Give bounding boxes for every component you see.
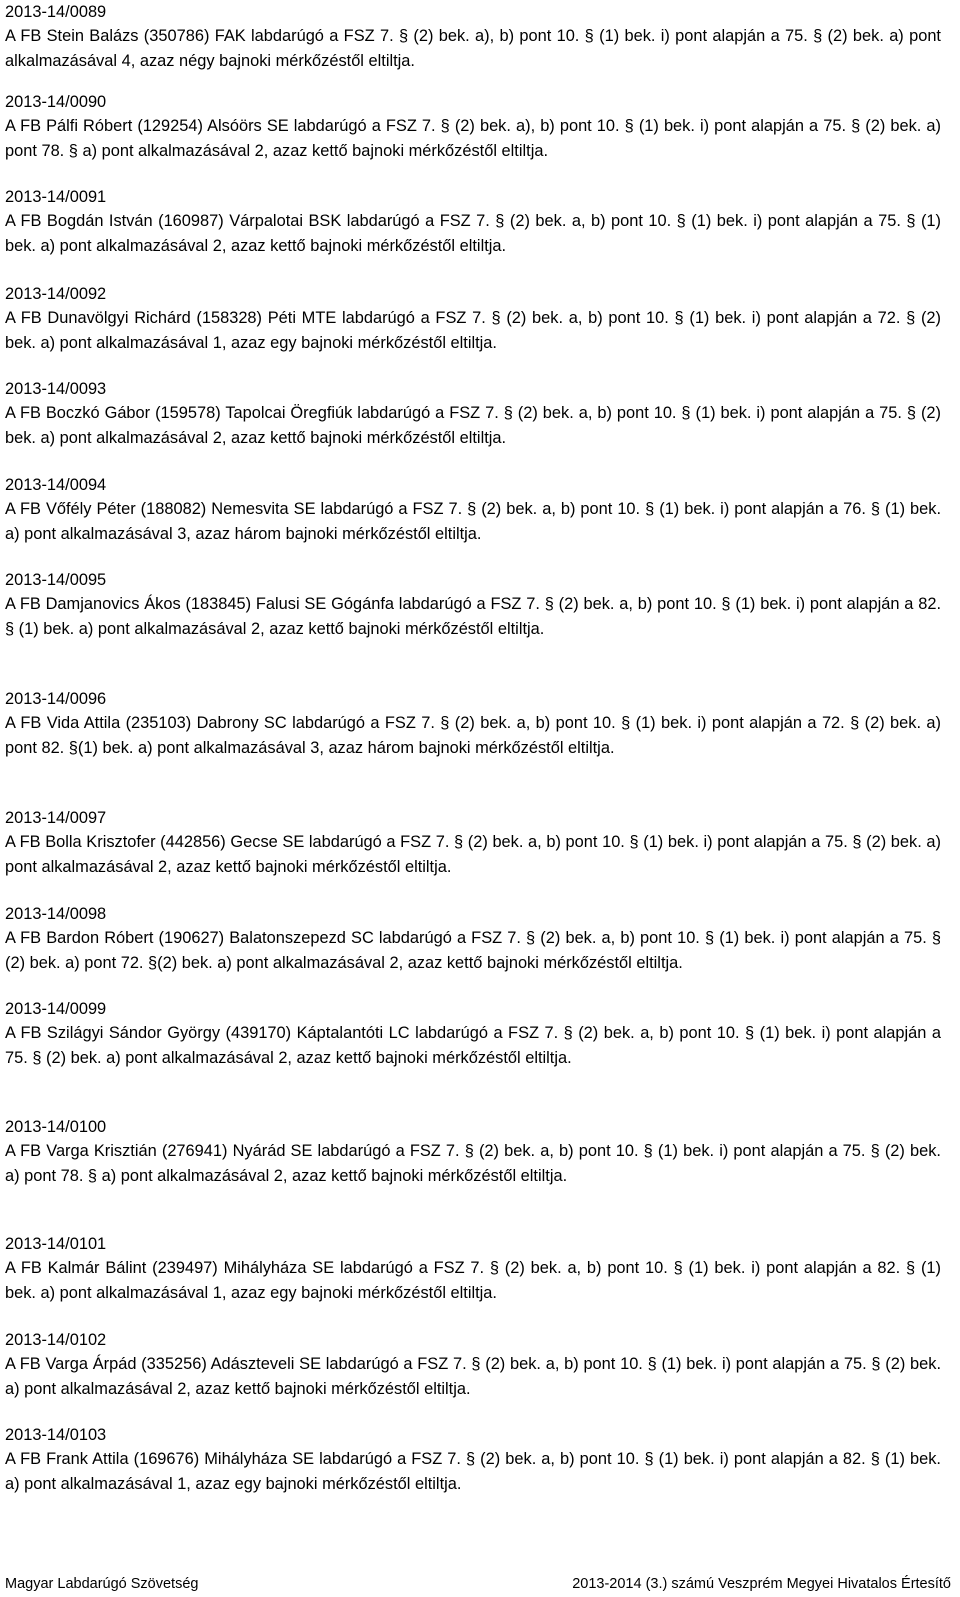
footer-publisher: Magyar Labdarúgó Szövetség: [5, 1576, 199, 1592]
decision-number: 2013-14/0099: [5, 1000, 107, 1018]
decision-text: A FB Bardon Róbert (190627) Balatonszepezd SC labdarúgó a FSZ 7. § (2) bek. a, b) pont 10. § (1) bek. i) pont alapján a 75. § (2) bek. a) pont 72. §(2) bek. a) pont alkalmazásával 2, azaz kettő bajnoki mérkőzéstől eltiltja.: [5, 929, 941, 972]
decision-number: 2013-14/0102: [5, 1331, 107, 1349]
decision-entry: [5, 806, 941, 879]
decision-number: 2013-14/0097: [5, 809, 107, 827]
decision-entry: [5, 90, 941, 163]
decision-number: 2013-14/0093: [5, 380, 107, 398]
decision-text: A FB Bogdán István (160987) Várpalotai BSK labdarúgó a FSZ 7. § (2) bek. a, b) pont 10. § (1) bek. i) pont alapján a 75. § (1) bek. a) pont alkalmazásával 2, azaz kettő bajnoki mérkőzéstől eltiltja.: [5, 212, 941, 255]
decision-entry: [5, 568, 941, 641]
decision-text: A FB Kalmár Bálint (239497) Mihályháza SE labdarúgó a FSZ 7. § (2) bek. a, b) pont 10. § (1) bek. i) pont alapján a 82. § (1) bek. a) pont alkalmazásával 1, azaz egy bajnoki mérkőzéstől eltiltja.: [5, 1259, 941, 1302]
decision-text: A FB Damjanovics Ákos (183845) Falusi SE Gógánfa labdarúgó a FSZ 7. § (2) bek. a, b) pont 10. § (1) bek. i) pont alapján a 82. § (1) bek. a) pont alkalmazásával 2, azaz kettő bajnoki mérkőzéstől eltiltja.: [5, 595, 941, 638]
footer-bulletin-title: 2013-2014 (3.) számú Veszprém Megyei Hivatalos Értesítő: [572, 1576, 951, 1592]
decision-text: A FB Varga Árpád (335256) Adászteveli SE labdarúgó a FSZ 7. § (2) bek. a, b) pont 10. § (1) bek. i) pont alapján a 75. § (2) bek. a) pont alkalmazásával 2, azaz kettő bajnoki mérkőzéstől eltiltja.: [5, 1355, 941, 1398]
decision-entry: [5, 185, 941, 258]
decision-text: A FB Dunavölgyi Richárd (158328) Péti MTE labdarúgó a FSZ 7. § (2) bek. a, b) pont 10. § (1) bek. i) pont alapján a 72. § (2) bek. a) pont alkalmazásával 1, azaz egy bajnoki mérkőzéstől eltiltja.: [5, 309, 941, 352]
decision-number: 2013-14/0089: [5, 3, 107, 21]
decision-text: A FB Stein Balázs (350786) FAK labdarúgó a FSZ 7. § (2) bek. a), b) pont 10. § (1) bek. i) pont alapján a 75. § (2) bek. a) pont alkalmazásával 4, azaz négy bajnoki mérkőzéstől eltiltja.: [5, 27, 941, 70]
decision-text: A FB Bolla Krisztofer (442856) Gecse SE labdarúgó a FSZ 7. § (2) bek. a, b) pont 10. § (1) bek. i) pont alapján a 75. § (2) bek. a) pont alkalmazásával 2, azaz kettő bajnoki mérkőzéstől eltiltja.: [5, 833, 941, 876]
decision-entry: [5, 473, 941, 546]
decision-entry: [5, 377, 941, 450]
decision-number: 2013-14/0094: [5, 476, 107, 494]
decision-text: A FB Vőfély Péter (188082) Nemesvita SE labdarúgó a FSZ 7. § (2) bek. a, b) pont 10. § (1) bek. i) pont alapján a 76. § (1) bek. a) pont alkalmazásával 3, azaz három bajnoki mérkőzéstől eltiltja.: [5, 500, 941, 543]
decision-number: 2013-14/0103: [5, 1426, 107, 1444]
decision-entry: [5, 0, 941, 73]
decision-entry: [5, 997, 941, 1070]
decision-entry: [5, 687, 941, 760]
decision-number: 2013-14/0096: [5, 690, 107, 708]
decision-entry: [5, 282, 941, 355]
decision-number: 2013-14/0090: [5, 93, 107, 111]
decision-number: 2013-14/0092: [5, 285, 107, 303]
decision-number: 2013-14/0095: [5, 571, 107, 589]
decision-text: A FB Boczkó Gábor (159578) Tapolcai Öregfiúk labdarúgó a FSZ 7. § (2) bek. a, b) pont 10. § (1) bek. i) pont alapján a 75. § (2) bek. a) pont alkalmazásával 2, azaz kettő bajnoki mérkőzéstől eltiltja.: [5, 404, 941, 447]
decision-entry: [5, 1115, 941, 1188]
decision-number: 2013-14/0100: [5, 1118, 107, 1136]
decision-text: A FB Pálfi Róbert (129254) Alsóörs SE labdarúgó a FSZ 7. § (2) bek. a), b) pont 10. § (1) bek. i) pont alapján a 75. § (2) bek. a) pont 78. § a) pont alkalmazásával 2, azaz kettő bajnoki mérkőzéstől eltiltja.: [5, 117, 941, 160]
decision-entry: [5, 902, 941, 975]
page-footer: [5, 1574, 951, 1594]
decision-entry: [5, 1232, 941, 1305]
decision-number: 2013-14/0098: [5, 905, 107, 923]
decision-text: A FB Vida Attila (235103) Dabrony SC labdarúgó a FSZ 7. § (2) bek. a, b) pont 10. § (1) bek. i) pont alapján a 72. § (2) bek. a) pont 82. §(1) bek. a) pont alkalmazásával 3, azaz három bajnoki mérkőzéstől eltiltja.: [5, 714, 941, 757]
decision-text: A FB Varga Krisztián (276941) Nyárád SE labdarúgó a FSZ 7. § (2) bek. a, b) pont 10. § (1) bek. i) pont alapján a 75. § (2) bek. a) pont 78. § a) pont alkalmazásával 2, azaz kettő bajnoki mérkőzéstől eltiltja.: [5, 1142, 941, 1185]
decision-entry: [5, 1328, 941, 1401]
decision-entry: [5, 1423, 941, 1496]
decision-text: A FB Frank Attila (169676) Mihályháza SE labdarúgó a FSZ 7. § (2) bek. a, b) pont 10. § (1) bek. i) pont alapján a 82. § (1) bek. a) pont alkalmazásával 1, azaz egy bajnoki mérkőzéstől eltiltja.: [5, 1450, 941, 1493]
decision-text: A FB Szilágyi Sándor György (439170) Káptalantóti LC labdarúgó a FSZ 7. § (2) bek. a, b) pont 10. § (1) bek. i) pont alapján a 75. § (2) bek. a) pont alkalmazásával 2, azaz kettő bajnoki mérkőzéstől eltiltja.: [5, 1024, 941, 1067]
decision-number: 2013-14/0101: [5, 1235, 107, 1253]
decision-number: 2013-14/0091: [5, 188, 107, 206]
